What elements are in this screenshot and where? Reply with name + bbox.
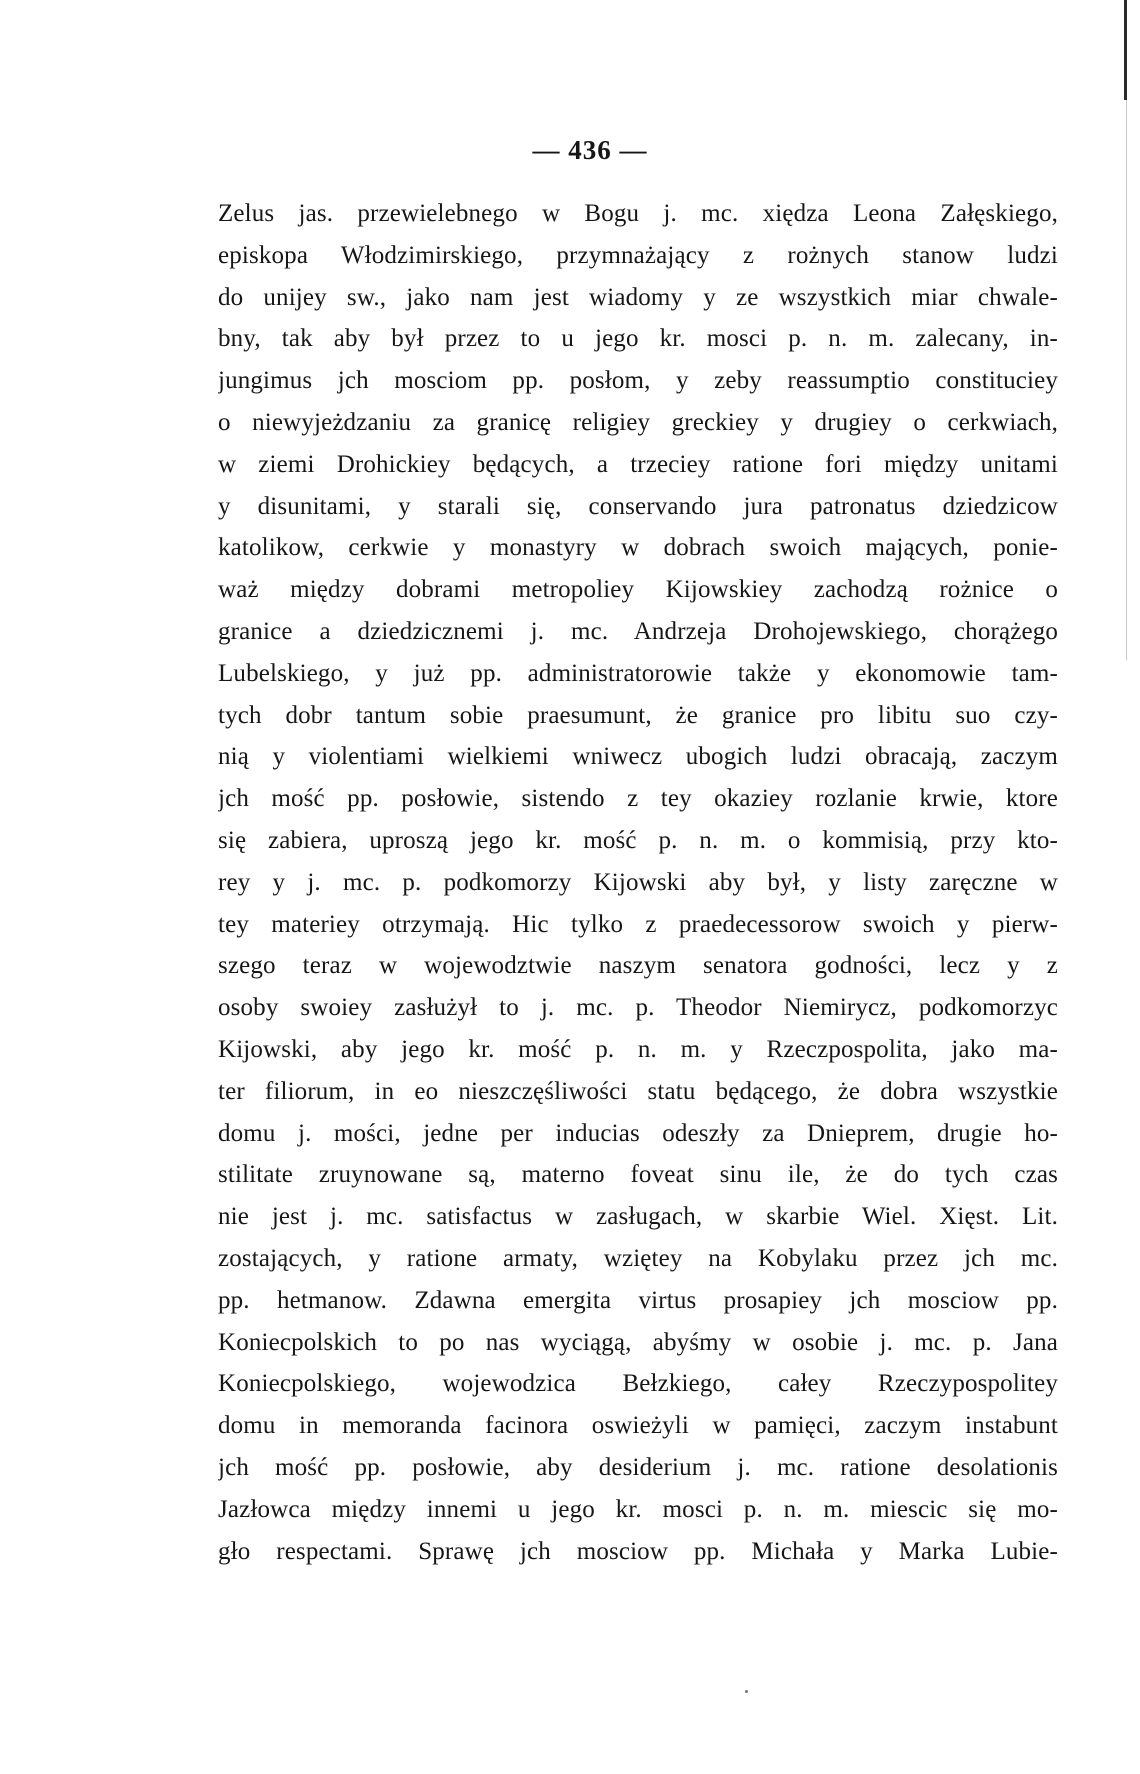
text-line: Lubelskiego, y już pp. administratorowie także y ekonomowie tam- (218, 659, 1058, 687)
text-line: Zelus jas. przewielebnego w Bogu j. mc. xiędza Leona Załęskiego, (218, 200, 1058, 227)
paper-speck (745, 1690, 748, 1693)
text-line: rey y j. mc. p. podkomorzy Kijowski aby był, y listy zaręczne w (218, 868, 1058, 896)
body-text (218, 193, 1058, 1572)
text-line: Koniecpolskich to po nas wyciągą, abyśmy w osobie j. mc. p. Jana (218, 1328, 1058, 1356)
text-line: szego teraz w wojewodztwie naszym senatora godności, lecz y z (218, 952, 1058, 980)
text-line: gło respectami. Sprawę jch mosciow pp. Michała y Marka Lubie- (218, 1537, 1058, 1565)
text-line: w ziemi Drohickiey będących, a trzeciey ratione fori między unitami (218, 450, 1058, 478)
text-line: jch mość pp. posłowie, aby desiderium j. mc. ratione desolationis (218, 1453, 1058, 1481)
text-line: bny, tak aby był przez to u jego kr. mosci p. n. m. zalecany, in- (218, 325, 1058, 353)
page-edge-mark (1124, 0, 1127, 100)
text-line: o niewyjeżdzaniu za granicę religiey greckiey y drugiey o cerkwiach, (218, 408, 1058, 436)
text-line: waż między dobrami metropoliey Kijowskiey zachodzą rożnice o (218, 576, 1058, 604)
text-line: osoby swoiey zasłużył to j. mc. p. Theodor Niemirycz, podkomorzyc (218, 994, 1058, 1022)
text-line: się zabiera, uproszą jego kr. mość p. n. m. o kommisią, przy kto- (218, 826, 1058, 854)
text-line: Kijowski, aby jego kr. mość p. n. m. y Rzeczpospolita, jako ma- (218, 1035, 1058, 1063)
text-line: y disunitami, y starali się, conservando jura patronatus dziedzicow (218, 492, 1058, 520)
text-line: katolikow, cerkwie y monastyry w dobrach swoich mających, ponie- (218, 534, 1058, 562)
text-line: domu in memoranda facinora oswieżyli w pamięci, zaczym instabunt (218, 1412, 1058, 1440)
text-line: nie jest j. mc. satisfactus w zasługach, w skarbie Wiel. Xięst. Lit. (218, 1203, 1058, 1231)
text-line: tych dobr tantum sobie praesumunt, że granice pro libitu suo czy- (218, 701, 1058, 729)
text-line: zostających, y ratione armaty, wziętey na Kobylaku przez jch mc. (218, 1244, 1058, 1272)
text-line: tey materiey otrzymają. Hic tylko z praedecessorow swoich y pierw- (218, 910, 1058, 938)
page-number: — 436 — (532, 135, 648, 165)
text-line: Jazłowca między innemi u jego kr. mosci p. n. m. miescic się mo- (218, 1495, 1058, 1523)
text-line: Koniecpolskiego, wojewodzica Bełzkiego, całey Rzeczypospolitey (218, 1370, 1058, 1398)
text-line: do unijey sw., jako nam jest wiadomy y ze wszystkich miar chwale- (218, 283, 1058, 311)
text-line: pp. hetmanow. Zdawna emergita virtus prosapiey jch mosciow pp. (218, 1286, 1058, 1314)
text-line: jch mość pp. posłowie, sistendo z tey okaziey rozlanie krwie, ktore (218, 785, 1058, 813)
text-line: episkopa Włodzimirskiego, przymnażający z rożnych stanow ludzi (218, 241, 1058, 269)
text-line: stilitate zruynowane są, materno foveat sinu ile, że do tych czas (218, 1161, 1058, 1189)
page-edge-shadow (1126, 100, 1127, 660)
text-line: ter filiorum, in eo nieszczęśliwości statu będącego, że dobra wszystkie (218, 1077, 1058, 1105)
text-line: domu j. mości, jedne per inducias odeszły za Dnieprem, drugie ho- (218, 1119, 1058, 1147)
text-line: jungimus jch mosciom pp. posłom, y zeby reassumptio constituciey (218, 367, 1058, 395)
text-line: granice a dziedzicznemi j. mc. Andrzeja Drohojewskiego, chorążego (218, 617, 1058, 645)
text-line: nią y violentiami wielkiemi wniwecz ubogich ludzi obracają, zaczym (218, 743, 1058, 771)
